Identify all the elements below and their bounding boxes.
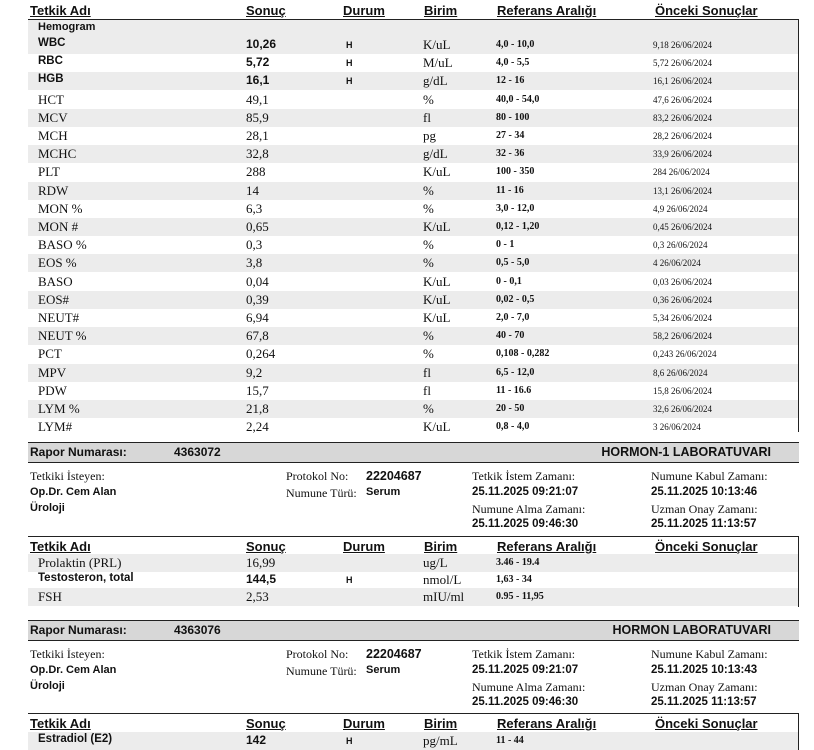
test-name: MON % <box>38 200 83 216</box>
test-result: 142 <box>246 733 267 747</box>
test-result: 3,8 <box>246 255 263 271</box>
report2-protocol-label: Protokol No: <box>286 647 349 661</box>
report2-request-time-label: Tetkik İstem Zamanı: <box>472 647 576 661</box>
report1-info-rule <box>28 536 799 537</box>
test-unit: fl <box>423 364 431 380</box>
table-row <box>28 72 798 90</box>
r1-col-reference: Referans Aralığı <box>497 539 597 554</box>
test-name: WBC <box>38 37 66 49</box>
test-result: 6,94 <box>246 310 269 325</box>
table-row <box>28 291 798 309</box>
report2-sample-time: 25.11.2025 09:46:30 <box>472 696 579 708</box>
test-reference: 11 - 16 <box>496 184 524 196</box>
report2-info-rule <box>28 713 799 714</box>
test-previous: 0,45 26/06/2024 <box>653 222 713 232</box>
test-reference: 40 - 70 <box>496 330 525 342</box>
test-unit: K/uL <box>423 291 451 307</box>
r1-col-result: Sonuç <box>246 539 286 554</box>
table-row <box>28 571 798 589</box>
test-previous: 5,72 26/06/2024 <box>653 58 713 69</box>
test-previous: 3 26/06/2024 <box>653 422 701 433</box>
test-reference: 100 - 350 <box>496 166 535 178</box>
test-previous: 47,6 26/06/2024 <box>653 94 713 105</box>
report1-protocol-label: Protokol No: <box>286 469 349 483</box>
report2-request-time: 25.11.2025 09:21:07 <box>472 664 579 676</box>
test-previous: 28,2 26/06/2024 <box>653 131 713 141</box>
report1-requested-label: Tetkiki İsteyen: <box>30 469 105 483</box>
table-row <box>28 109 798 127</box>
test-name: MCH <box>38 128 68 143</box>
test-reference: 4,0 - 5,5 <box>496 57 530 69</box>
test-reference: 80 - 100 <box>496 111 530 123</box>
table-row <box>28 254 798 272</box>
test-unit: g/dL <box>423 73 448 89</box>
report1-approve-time: 25.11.2025 11:13:57 <box>651 518 757 530</box>
table-row <box>28 418 798 436</box>
test-reference: 27 - 34 <box>496 130 525 141</box>
r1-col-name: Tetkik Adı <box>30 539 91 554</box>
test-previous: 9,18 26/06/2024 <box>653 40 713 50</box>
test-reference: 2,0 - 7,0 <box>496 312 530 323</box>
report1-accept-time: 25.11.2025 10:13:46 <box>651 486 758 498</box>
test-unit: K/uL <box>423 37 451 52</box>
test-unit: % <box>423 346 434 362</box>
report2-right-border <box>798 714 799 750</box>
r2-col-status: Durum <box>343 716 385 731</box>
col-previous-header: Önceki Sonuçlar <box>655 3 758 18</box>
col-unit-header: Birim <box>424 3 458 18</box>
test-reference: 0 - 1 <box>496 239 515 251</box>
test-reference: 4,0 - 10,0 <box>496 39 535 50</box>
test-name: RBC <box>38 55 63 68</box>
test-unit: pg <box>423 128 436 143</box>
test-unit: M/uL <box>423 55 453 71</box>
test-name: NEUT % <box>38 328 87 344</box>
test-name: BASO <box>38 273 73 289</box>
test-flag: H <box>346 575 353 585</box>
hemogram-title: Hemogram <box>38 21 96 33</box>
table-row <box>28 182 798 200</box>
table-row <box>28 364 798 382</box>
table-row <box>28 127 798 145</box>
test-name: PDW <box>38 382 67 398</box>
test-flag: H <box>346 58 353 69</box>
test-previous: 83,2 26/06/2024 <box>653 112 713 123</box>
test-previous: 284 26/06/2024 <box>653 167 710 178</box>
report1-protocol: 22204687 <box>366 469 422 483</box>
test-previous: 33,9 26/06/2024 <box>653 149 713 160</box>
test-previous: 5,34 26/06/2024 <box>653 313 713 323</box>
test-previous: 58,2 26/06/2024 <box>653 331 713 342</box>
test-unit: % <box>423 328 434 344</box>
test-name: EOS % <box>38 255 77 271</box>
test-result: 5,72 <box>246 55 270 70</box>
test-reference: 0,108 - 0,282 <box>496 348 550 360</box>
test-reference: 6,5 - 12,0 <box>496 366 535 378</box>
report1-sample-type-label: Numune Türü: <box>286 486 357 500</box>
test-previous: 8,6 26/06/2024 <box>653 367 708 378</box>
test-result: 10,26 <box>246 37 277 51</box>
test-result: 6,3 <box>246 200 263 216</box>
report1-approve-time-label: Uzman Onay Zamanı: <box>651 502 758 516</box>
test-previous: 16,1 26/06/2024 <box>653 76 713 87</box>
test-unit: K/uL <box>423 273 451 289</box>
r2-col-result: Sonuç <box>246 716 286 731</box>
table-row <box>28 382 798 400</box>
r1-col-unit: Birim <box>424 539 458 554</box>
test-previous: 0,243 26/06/2024 <box>653 349 717 360</box>
test-unit: % <box>423 200 434 216</box>
test-unit: % <box>423 255 434 271</box>
test-unit: K/uL <box>423 310 451 325</box>
report2-department: Üroloji <box>30 680 65 692</box>
test-result: 288 <box>246 164 266 180</box>
test-result: 0,65 <box>246 219 269 234</box>
test-result: 0,264 <box>246 346 276 362</box>
test-unit: nmol/L <box>423 572 462 587</box>
col-result-header: Sonuç <box>246 3 286 18</box>
test-unit: g/dL <box>423 146 448 162</box>
test-unit: pg/mL <box>423 733 458 748</box>
test-previous: 13,1 26/06/2024 <box>653 185 713 196</box>
test-reference: 3.46 - 19.4 <box>496 557 540 568</box>
report1-band <box>28 442 799 463</box>
test-unit: ug/L <box>423 555 448 570</box>
test-unit: K/uL <box>423 164 451 180</box>
test-reference: 11 - 44 <box>496 735 524 746</box>
test-previous: 0,03 26/06/2024 <box>653 276 713 287</box>
r2-col-name: Tetkik Adı <box>30 716 91 731</box>
report2-approve-time-label: Uzman Onay Zamanı: <box>651 680 758 694</box>
r1-col-previous: Önceki Sonuçlar <box>655 539 758 554</box>
test-result: 85,9 <box>246 109 269 125</box>
col-status-header: Durum <box>343 3 385 18</box>
test-reference: 0,02 - 0,5 <box>496 293 535 305</box>
table-row <box>28 588 798 606</box>
table-row <box>28 345 798 363</box>
test-name: HCT <box>38 91 64 107</box>
test-reference: 0 - 0,1 <box>496 275 522 287</box>
report2-sample-time-label: Numune Alma Zamanı: <box>472 680 586 694</box>
test-unit: % <box>423 401 434 416</box>
table-row <box>28 36 798 54</box>
report1-department: Üroloji <box>30 502 65 514</box>
report2-band <box>28 620 799 641</box>
report1-doctor: Op.Dr. Cem Alan <box>30 486 117 498</box>
report2-approve-time: 25.11.2025 11:13:57 <box>651 696 757 708</box>
table-row <box>28 273 798 291</box>
report2-sample-type-label: Numune Türü: <box>286 664 357 678</box>
test-previous: 4,9 26/06/2024 <box>653 203 708 214</box>
test-name: PLT <box>38 164 60 180</box>
test-unit: mIU/ml <box>423 589 465 604</box>
test-name: LYM % <box>38 401 80 416</box>
report1-sample-type: Serum <box>366 486 401 498</box>
report2-sample-type: Serum <box>366 664 401 676</box>
table-row <box>28 200 798 218</box>
r2-col-previous: Önceki Sonuçlar <box>655 716 758 731</box>
test-result: 15,7 <box>246 382 269 398</box>
test-flag: H <box>346 76 353 87</box>
table-row <box>28 163 798 181</box>
test-reference: 1,63 - 34 <box>496 574 532 585</box>
test-unit: % <box>423 182 434 198</box>
report2-number: 4363076 <box>174 623 221 637</box>
report2-doctor: Op.Dr. Cem Alan <box>30 664 117 676</box>
r1-col-status: Durum <box>343 539 385 554</box>
test-reference: 20 - 50 <box>496 403 525 414</box>
hemogram-group-row <box>28 20 798 36</box>
table-row <box>28 732 798 750</box>
test-unit: % <box>423 237 434 253</box>
test-result: 2,24 <box>246 419 269 435</box>
test-reference: 0,12 - 1,20 <box>496 221 540 232</box>
test-result: 9,2 <box>246 364 263 380</box>
test-previous: 0,3 26/06/2024 <box>653 240 708 251</box>
test-previous: 32,6 26/06/2024 <box>653 404 713 414</box>
test-result: 0,04 <box>246 273 269 289</box>
test-name: MCV <box>38 109 68 125</box>
r2-col-reference: Referans Aralığı <box>497 716 597 731</box>
test-name: LYM# <box>38 419 73 435</box>
test-name: Testosteron, total <box>38 572 134 584</box>
test-reference: 40,0 - 54,0 <box>496 93 540 105</box>
test-reference: 0,5 - 5,0 <box>496 257 530 269</box>
test-reference: 11 - 16.6 <box>496 384 532 396</box>
report2-lab-name: HORMON LABORATUVARI <box>612 623 771 637</box>
test-result: 2,53 <box>246 589 269 604</box>
table-row <box>28 400 798 418</box>
test-result: 0,39 <box>246 291 269 307</box>
report1-accept-time-label: Numune Kabul Zamanı: <box>651 469 768 483</box>
test-reference: 0.95 - 11,95 <box>496 591 544 602</box>
table-row <box>28 91 798 109</box>
report1-sample-time-label: Numune Alma Zamanı: <box>472 502 586 516</box>
test-unit: fl <box>423 382 431 398</box>
table-row <box>28 218 798 236</box>
report2-requested-label: Tetkiki İsteyen: <box>30 647 105 661</box>
report1-lab-name: HORMON-1 LABORATUVARI <box>601 445 771 459</box>
test-result: 144,5 <box>246 572 277 586</box>
test-name: HGB <box>38 73 64 86</box>
test-reference: 12 - 16 <box>496 75 525 87</box>
test-result: 16,99 <box>246 555 276 570</box>
table-row <box>28 327 798 345</box>
test-flag: H <box>346 40 353 50</box>
table-row <box>28 236 798 254</box>
test-name: MPV <box>38 364 67 380</box>
test-name: Prolaktin (PRL) <box>38 555 122 570</box>
col-reference-header: Referans Aralığı <box>497 3 597 18</box>
report1-number: 4363072 <box>174 445 221 459</box>
test-name: FSH <box>38 589 62 604</box>
test-result: 67,8 <box>246 328 269 344</box>
test-result: 28,1 <box>246 128 269 143</box>
test-name: PCT <box>38 346 62 362</box>
test-unit: K/uL <box>423 219 451 234</box>
report1-request-time-label: Tetkik İstem Zamanı: <box>472 469 576 483</box>
table-row <box>28 309 798 327</box>
report1-sample-time: 25.11.2025 09:46:30 <box>472 518 579 530</box>
test-result: 49,1 <box>246 91 269 107</box>
test-name: MON # <box>38 219 79 234</box>
report2-number-label: Rapor Numarası: <box>30 623 127 637</box>
report2-accept-time: 25.11.2025 10:13:43 <box>651 664 758 676</box>
table-right-border <box>798 20 799 432</box>
test-reference: 32 - 36 <box>496 148 525 160</box>
test-result: 32,8 <box>246 146 269 162</box>
report1-request-time: 25.11.2025 09:21:07 <box>472 486 579 498</box>
col-name-header: Tetkik Adı <box>30 3 91 18</box>
test-reference: 0,8 - 4,0 <box>496 421 530 433</box>
table-row <box>28 54 798 72</box>
test-result: 14 <box>246 182 259 198</box>
report2-accept-time-label: Numune Kabul Zamanı: <box>651 647 768 661</box>
test-name: EOS# <box>38 291 70 307</box>
test-previous: 4 26/06/2024 <box>653 258 701 269</box>
test-reference: 3,0 - 12,0 <box>496 202 535 214</box>
test-unit: K/uL <box>423 419 451 435</box>
test-previous: 0,36 26/06/2024 <box>653 294 713 305</box>
report1-number-label: Rapor Numarası: <box>30 445 127 459</box>
test-result: 21,8 <box>246 401 269 416</box>
report1-right-border <box>798 537 799 607</box>
test-name: RDW <box>38 182 69 198</box>
test-unit: % <box>423 91 434 107</box>
test-name: MCHC <box>38 146 77 162</box>
test-unit: fl <box>423 109 431 125</box>
table-row <box>28 145 798 163</box>
report2-protocol: 22204687 <box>366 647 422 661</box>
test-name: Estradiol (E2) <box>38 733 113 745</box>
test-name: BASO % <box>38 237 87 253</box>
test-result: 0,3 <box>246 237 263 253</box>
table-row <box>28 554 798 572</box>
test-flag: H <box>346 736 353 746</box>
r2-col-unit: Birim <box>424 716 458 731</box>
test-previous: 15,8 26/06/2024 <box>653 385 713 396</box>
test-result: 16,1 <box>246 73 270 88</box>
test-name: NEUT# <box>38 310 80 325</box>
